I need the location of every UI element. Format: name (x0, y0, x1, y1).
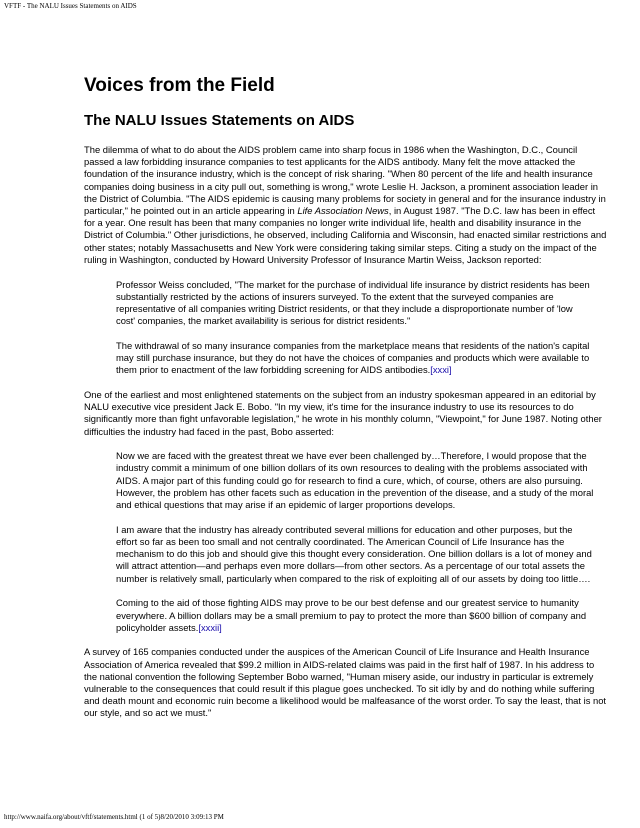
blockquote-weiss: Professor Weiss concluded, "The market for the purchase of individual life insurance by district residents has been substantially restricted by the actions of insurers surveyed. To the extent that the surveyed companies are representative of all companies writing District residents, or that they include a disproportionate number of 'low cost' companies, the market availability is serious for district residents." (116, 278, 590, 327)
paragraph-dc-law (84, 144, 608, 266)
paragraph-text: , in August 1987. "The D.C. law has been in effect for a year. One result has been that many companies no longer write individual life, health and disability insurance in the District of Columbia." Other jurisdictions, he observed, including California and Wisconsin, had enacted similar restrictions and other states; notably Massachusetts and New York were considering taking similar steps. Citing a study on the impact of the ruling in Washington, conducted by Howard University Professor of Insurance Martin Weiss, Jackson reported: (84, 205, 607, 265)
paragraph-text: The withdrawal of so many insurance companies from the marketplace means that residents of the nation's capital may still purchase insurance, but they do not have the choices of companies and products which were available to them prior to enactment of the law forbidding screening for AIDS antibodies. (116, 339, 590, 376)
paragraph-bobo-editorial: One of the earliest and most enlightened statements on the subject from an industry spokesman appeared in an editorial by NALU executive vice president Jack E. Bobo. "In my view, it's time for the insurance industry to use its resources to do significantly more than fight unfavorable legislation," he wrote in his monthly column, "Viewpoint," for June 1987. Noting other difficulties the industry had faced in the past, Bobo asserted: (84, 388, 602, 437)
paragraph-text: Coming to the aid of those fighting AIDS may prove to be our best defense and our greatest service to humanity everywhere. A billion dollars may be a small premium to pay to protect the more than $600 billion of company and policyholder assets. (116, 597, 587, 633)
page-subtitle: The NALU Issues Statements on AIDS (84, 112, 355, 129)
blockquote-aid (116, 597, 594, 634)
print-header: VFTF - The NALU Issues Statements on AIDS (4, 2, 137, 10)
blockquote-greatest-threat: Now we are faced with the greatest threat we have ever been challenged by…Therefore, I would propose that the industry commit a minimum of one billion dollars of its own resources to dealing with the problems associated with AIDS. A major part of this funding could go for research to find a cure, which, of course, others are also pursuing. However, the problem has other facets such as education in the prevention of the disease, and a study of the moral and ethical questions that may arise if an epidemic of larger proportions develops. (116, 450, 594, 511)
page-title: Voices from the Field (84, 75, 275, 96)
print-footer-url: http://www.naifa.org/about/vftf/statements.html (1 of 5)8/20/2010 3:09:13 PM (4, 813, 224, 821)
publication-title: Life Association News (297, 205, 389, 217)
footnote-link-xxxi[interactable]: [xxxi] (430, 364, 452, 376)
blockquote-contributions: I am aware that the industry has already contributed several millions for education and other purposes, but the effort so far as been too small and not centrally coordinated. The American Council of Life Insurance has the mechanism to do this job and should give this thought every consideration. One billion dollars is a lot of money and will attract attention—and perhaps even more dollars—from other sectors. As a percentage of our total assets the number is relatively small, particularly when compared to the risk of exploiting all of our assets by doing too little…. (116, 523, 592, 584)
footnote-link-xxxii[interactable]: [xxxii] (198, 621, 222, 633)
article (84, 74, 608, 720)
paragraph-survey: A survey of 165 companies conducted under the auspices of the American Council of Life Insurance and Health Insurance Association of America revealed that $99.2 million in AIDS-related claims was paid in the first half of 1987. In his address to the national convention the following September Bobo warned, "Human misery aside, our industry in particular is extremely vulnerable to the consequences that could result if this plague goes unchecked. To sit idly by and do nothing while suffering and death mount and economic ruin become a likelihood would be malfeasance of the worst order. To say the least, that is not our style, and so act we must." (84, 646, 607, 719)
blockquote-withdrawal (116, 340, 594, 377)
paragraph-text: The dilemma of what to do about the AIDS problem came into sharp focus in 1986 when the Washington, D.C., Council passed a law forbidding insurance companies to test applicants for the AIDS antibody. Many felt the move attacked the foundation of the insurance industry, which is the concept of risk sharing. "When 80 percent of the life and health insurance companies doing business in a city pull out, something is wrong," wrote Leslie H. Jackson, a prominent association leader in the District of Columbia. "The AIDS epidemic is causing many problems for society in general and for the insurance industry in particular," he pointed out in an article appearing in (84, 144, 606, 217)
